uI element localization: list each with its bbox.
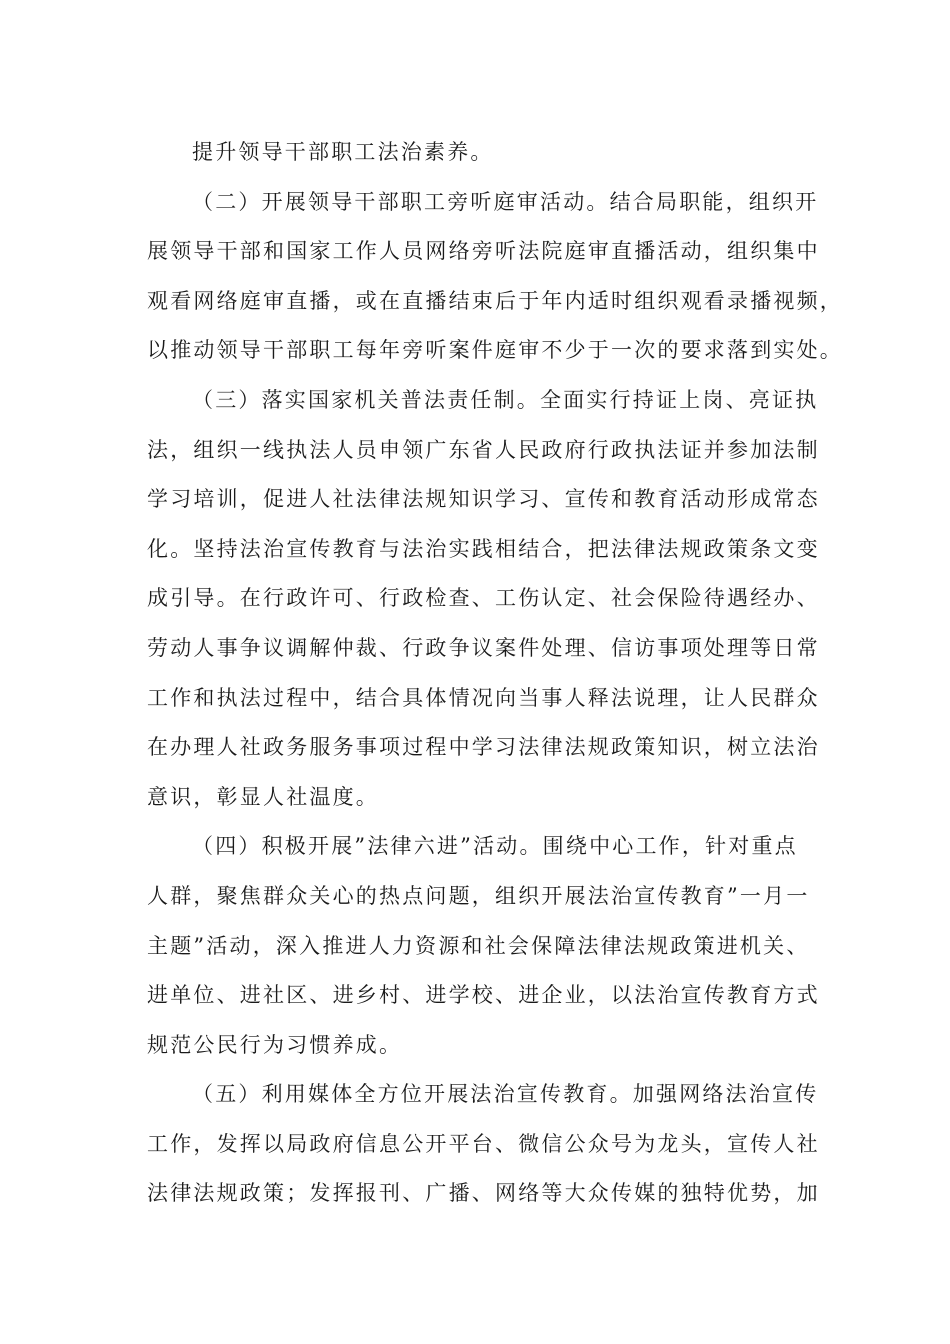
paragraph [147,822,820,1070]
paragraph [147,1070,820,1219]
text-line: 学习培训，促进人社法律法规知识学习、宣传和教育活动形成常态 [147,487,820,512]
text-line: （五）利用媒体全方位开展法治宣传教育。加强网络法治宣传 [192,1082,819,1107]
text-line: 工作，发挥以局政府信息公开平台、微信公众号为龙头，宣传人社 [147,1131,820,1156]
text-line: 规范公民行为习惯养成。 [147,1032,403,1057]
text-line: （四）积极开展”法律六进”活动。围绕中心工作，针对重点 [192,834,798,859]
paragraph [147,128,817,178]
text-line: （二）开展领导干部职工旁听庭审活动。结合局职能，组织开 [192,189,819,214]
text-line: 人群，聚焦群众关心的热点问题，组织开展法治宣传教育”一月一 [147,883,810,908]
text-line: 观看网络庭审直播，或在直播结束后于年内适时组织观看录播视频， [147,288,843,313]
text-line: 在办理人社政务服务事项过程中学习法律法规政策知识，树立法治 [147,735,820,760]
text-line: 主题”活动，深入推进人力资源和社会保障法律法规政策进机关、 [147,933,810,958]
text-line: 工作和执法过程中，结合具体情况向当事人释法说理，让人民群众 [147,685,820,710]
text-line: 劳动人事争议调解仲裁、行政争议案件处理、信访事项处理等日常 [147,635,820,660]
text-line: 法律法规政策；发挥报刊、广播、网络等大众传媒的独特优势，加 [147,1181,820,1206]
text-line: 化。坚持法治宣传教育与法治实践相结合，把法律法规政策条文变 [147,536,820,561]
text-line: 进单位、进社区、进乡村、进学校、进企业，以法治宣传教育方式 [147,983,820,1008]
text-line: （三）落实国家机关普法责任制。全面实行持证上岗、亮证执 [192,387,819,412]
text-line: 意识，彰显人社温度。 [147,784,379,809]
text-line: 法，组织一线执法人员申领广东省人民政府行政执法证并参加法制 [147,437,820,462]
document-body [147,128,843,1219]
text-line: 以推动领导干部职工每年旁听案件庭审不少于一次的要求落到实处。 [147,338,843,363]
text-line: 提升领导干部职工法治素养。 [192,140,494,164]
paragraph [147,376,820,822]
paragraph [147,178,843,376]
text-line: 成引导。在行政许可、行政检查、工伤认定、社会保险待遇经办、 [147,586,820,611]
text-line: 展领导干部和国家工作人员网络旁听法院庭审直播活动，组织集中 [147,239,820,264]
